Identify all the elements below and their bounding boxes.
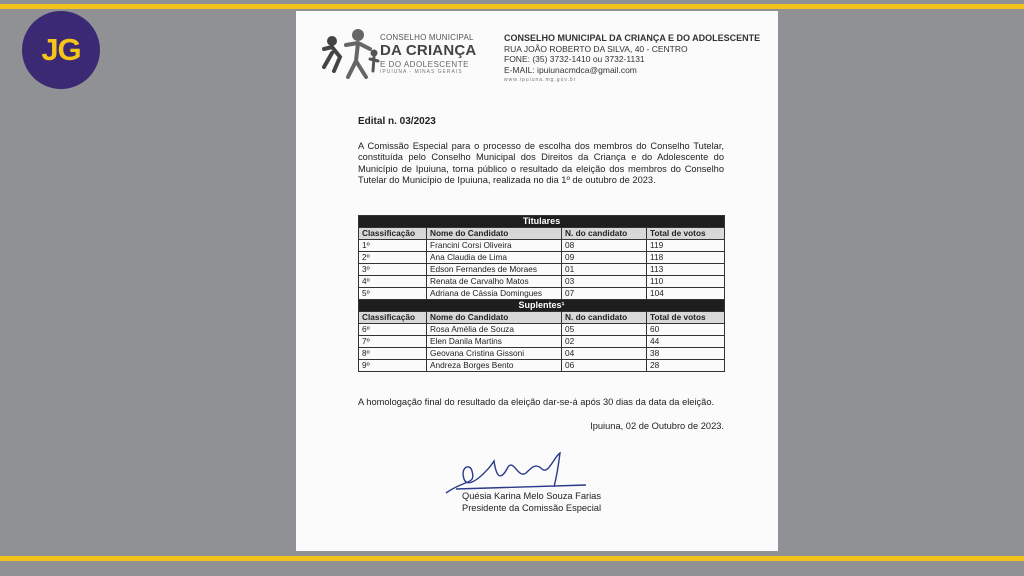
- cell-name: Renata de Carvalho Matos: [427, 276, 562, 288]
- column-header: Total de votos: [647, 312, 725, 324]
- org-line-3: E DO ADOLESCENTE: [380, 60, 469, 69]
- table-row: [359, 264, 725, 276]
- org-line-4: IPUIUNA - MINAS GERAIS: [380, 69, 463, 75]
- column-header: N. do candidato: [562, 228, 647, 240]
- titulares-section-title: Titulares: [359, 216, 725, 228]
- cell-rank: 9º: [359, 360, 427, 372]
- final-note: A homologação final do resultado da eleição dar-se-á após 30 dias da data da eleição.: [358, 397, 715, 407]
- table-row: [359, 324, 725, 336]
- cell-rank: 2º: [359, 252, 427, 264]
- table-row: [359, 240, 725, 252]
- cell-votes: 60: [647, 324, 725, 336]
- cell-number: 02: [562, 336, 647, 348]
- cell-number: 08: [562, 240, 647, 252]
- cell-name: Andreza Borges Bento: [427, 360, 562, 372]
- cell-rank: 7º: [359, 336, 427, 348]
- document-heading: Edital n. 03/2023: [358, 116, 436, 127]
- column-header: Total de votos: [647, 228, 725, 240]
- org-line-1: CONSELHO MUNICIPAL: [380, 33, 474, 42]
- cell-number: 03: [562, 276, 647, 288]
- column-header: Nome do Candidato: [427, 312, 562, 324]
- document-page: [296, 11, 778, 551]
- cell-rank: 4º: [359, 276, 427, 288]
- cell-votes: 118: [647, 252, 725, 264]
- letterhead-email: E-MAIL: ipuiunacmdca@gmail.com: [504, 64, 637, 75]
- cell-name: Edson Fernandes de Moraes: [427, 264, 562, 276]
- cell-votes: 28: [647, 360, 725, 372]
- column-header: N. do candidato: [562, 312, 647, 324]
- signer-name: Quésia Karina Melo Souza Farias: [462, 491, 602, 501]
- cell-number: 01: [562, 264, 647, 276]
- letterhead-web: www.ipuiuna.mg.gov.br: [504, 77, 577, 83]
- letterhead-address: RUA JOÃO ROBERTO DA SILVA, 40 - CENTRO: [504, 43, 688, 54]
- cell-number: 04: [562, 348, 647, 360]
- intro-paragraph: A Comissão Especial para o processo de escolha dos membros do Conselho Tutelar, constituída pelo Conselho Municipal dos Direitos da Criança e do Adolescente do Município de Ipuiuna, torna público o resultado da eleição dos membros do Conselho Tutelar do Município de Ipuiuna, realizada no dia 1º de outubro de 2023.: [358, 141, 724, 185]
- channel-logo: [22, 11, 100, 89]
- cell-votes: 38: [647, 348, 725, 360]
- table-row: [359, 288, 725, 300]
- titulares-column-headers: [359, 228, 725, 240]
- place-date: Ipuiuna, 02 de Outubro de 2023.: [590, 421, 724, 431]
- results-table: [358, 215, 725, 372]
- signer-role: Presidente da Comissão Especial: [462, 503, 602, 513]
- cell-rank: 3º: [359, 264, 427, 276]
- column-header: Nome do Candidato: [427, 228, 562, 240]
- table-row: [359, 276, 725, 288]
- org-line-2: DA CRIANÇA: [380, 42, 477, 59]
- cell-votes: 104: [647, 288, 725, 300]
- bottom-stripe: [0, 556, 1024, 561]
- cell-votes: 113: [647, 264, 725, 276]
- table-row: [359, 336, 725, 348]
- cell-rank: 6º: [359, 324, 427, 336]
- cell-votes: 119: [647, 240, 725, 252]
- table-row: [359, 360, 725, 372]
- cell-name: Elen Danila Martins: [427, 336, 562, 348]
- letterhead-contact: [504, 33, 760, 86]
- column-header: Classificação: [359, 228, 427, 240]
- cell-rank: 1º: [359, 240, 427, 252]
- cell-name: Adriana de Cássia Domingues: [427, 288, 562, 300]
- cell-name: Ana Claudia de Lima: [427, 252, 562, 264]
- cell-number: 06: [562, 360, 647, 372]
- suplentes-section-row: [359, 300, 725, 312]
- cell-rank: 5º: [359, 288, 427, 300]
- cell-votes: 110: [647, 276, 725, 288]
- cell-number: 07: [562, 288, 647, 300]
- cell-votes: 44: [647, 336, 725, 348]
- cell-name: Geovana Cristina Gissoni: [427, 348, 562, 360]
- column-header: Classificação: [359, 312, 427, 324]
- table-row: [359, 252, 725, 264]
- cell-name: Rosa Amélia de Souza: [427, 324, 562, 336]
- channel-logo-text: JG: [41, 32, 81, 67]
- top-stripe: [0, 4, 1024, 9]
- cell-number: 05: [562, 324, 647, 336]
- suplentes-section-title: Suplentes¹: [359, 300, 725, 312]
- cell-name: Francini Corsi Oliveira: [427, 240, 562, 252]
- suplentes-column-headers: [359, 312, 725, 324]
- titulares-section-row: [359, 216, 725, 228]
- letterhead-phone: FONE: (35) 3732-1410 ou 3732-1131: [504, 54, 645, 64]
- table-row: [359, 348, 725, 360]
- letterhead-title: CONSELHO MUNICIPAL DA CRIANÇA E DO ADOLESCENTE: [504, 33, 761, 43]
- cell-number: 09: [562, 252, 647, 264]
- cell-rank: 8º: [359, 348, 427, 360]
